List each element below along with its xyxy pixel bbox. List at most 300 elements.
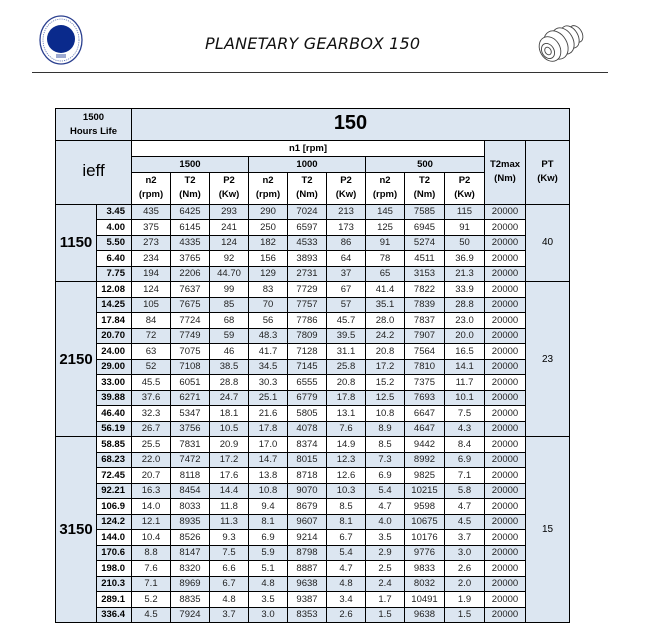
subheader-n2	[132, 172, 171, 204]
value-cell: 56	[249, 313, 288, 329]
value-cell: 5.4	[327, 545, 366, 561]
value-cell: 182	[249, 235, 288, 251]
subheader-unit: (rpm)	[138, 189, 164, 200]
value-cell: 9442	[405, 437, 445, 453]
t2max-cell: 20000	[485, 344, 526, 360]
ieff-cell: 17.84	[97, 313, 132, 329]
value-cell: 4335	[171, 235, 210, 251]
value-cell: 13.8	[249, 468, 288, 484]
value-cell: 7128	[288, 344, 327, 360]
table-row	[56, 220, 570, 236]
gearbox-spec-table	[55, 108, 570, 623]
value-cell: 125	[366, 220, 405, 236]
value-cell: 9.3	[210, 530, 249, 546]
value-cell: 15.2	[366, 375, 405, 391]
t2max-cell: 20000	[485, 406, 526, 422]
value-cell: 9638	[288, 576, 327, 592]
value-cell: 10.3	[327, 483, 366, 499]
value-cell: 41.7	[249, 344, 288, 360]
t2max-cell: 20000	[485, 220, 526, 236]
subheader-unit: (Kw)	[335, 189, 357, 200]
value-cell: 129	[249, 266, 288, 282]
n1-header: n1 [rpm]	[132, 141, 485, 157]
ieff-cell: 198.0	[97, 561, 132, 577]
value-cell: 6647	[405, 406, 445, 422]
value-cell: 25.8	[327, 359, 366, 375]
t2max-cell: 20000	[485, 514, 526, 530]
t2max-cell: 20000	[485, 328, 526, 344]
value-cell: 20.7	[132, 468, 171, 484]
value-cell: 7585	[405, 204, 445, 220]
ieff-cell: 144.0	[97, 530, 132, 546]
pt-label: PT	[541, 159, 554, 171]
value-cell: 25.5	[132, 437, 171, 453]
value-cell: 7.3	[366, 452, 405, 468]
value-cell: 16.5	[445, 344, 485, 360]
value-cell: 9.4	[249, 499, 288, 515]
value-cell: 14.7	[249, 452, 288, 468]
value-cell: 68	[210, 313, 249, 329]
value-cell: 52	[132, 359, 171, 375]
ieff-cell: 5.50	[97, 235, 132, 251]
value-cell: 2.4	[366, 576, 405, 592]
value-cell: 63	[132, 344, 171, 360]
group-label: 3150	[56, 437, 97, 623]
value-cell: 65	[366, 266, 405, 282]
t2max-cell: 20000	[485, 483, 526, 499]
value-cell: 5347	[171, 406, 210, 422]
value-cell: 10491	[405, 592, 445, 608]
t2max-cell: 20000	[485, 437, 526, 453]
pt-cell: 23	[526, 282, 570, 437]
subheader-name: P2	[223, 175, 235, 186]
value-cell: 9833	[405, 561, 445, 577]
value-cell: 6.7	[210, 576, 249, 592]
value-cell: 92	[210, 251, 249, 267]
value-cell: 36.9	[445, 251, 485, 267]
value-cell: 6.6	[210, 561, 249, 577]
value-cell: 6271	[171, 390, 210, 406]
value-cell: 4.8	[327, 576, 366, 592]
value-cell: 44.70	[210, 266, 249, 282]
value-cell: 4.7	[366, 499, 405, 515]
value-cell: 7837	[405, 313, 445, 329]
value-cell: 7831	[171, 437, 210, 453]
value-cell: 2731	[288, 266, 327, 282]
value-cell: 2.6	[445, 561, 485, 577]
value-cell: 173	[327, 220, 366, 236]
value-cell: 6051	[171, 375, 210, 391]
value-cell: 45.5	[132, 375, 171, 391]
value-cell: 1.7	[366, 592, 405, 608]
value-cell: 10176	[405, 530, 445, 546]
value-cell: 12.6	[327, 468, 366, 484]
value-cell: 7472	[171, 452, 210, 468]
value-cell: 8.5	[366, 437, 405, 453]
value-cell: 5.2	[132, 592, 171, 608]
value-cell: 64	[327, 251, 366, 267]
t2max-cell: 20000	[485, 468, 526, 484]
speed-header-500: 500	[366, 156, 485, 172]
subheader-name: T2	[301, 175, 313, 186]
value-cell: 67	[327, 282, 366, 298]
value-cell: 7564	[405, 344, 445, 360]
life-value: 1500	[82, 111, 105, 123]
value-cell: 11.7	[445, 375, 485, 391]
value-cell: 57	[327, 297, 366, 313]
subheader-name: T2	[184, 175, 196, 186]
value-cell: 7924	[171, 607, 210, 623]
value-cell: 6597	[288, 220, 327, 236]
value-cell: 8.5	[327, 499, 366, 515]
t2max-cell: 20000	[485, 561, 526, 577]
value-cell: 7375	[405, 375, 445, 391]
value-cell: 7757	[288, 297, 327, 313]
value-cell: 25.1	[249, 390, 288, 406]
value-cell: 10.8	[366, 406, 405, 422]
value-cell: 45.7	[327, 313, 366, 329]
table-row	[56, 592, 570, 608]
subheader-p2	[445, 172, 485, 204]
value-cell: 7145	[288, 359, 327, 375]
value-cell: 8887	[288, 561, 327, 577]
value-cell: 4078	[288, 421, 327, 437]
ieff-cell: 210.3	[97, 576, 132, 592]
value-cell: 24.7	[210, 390, 249, 406]
subheader-name: n2	[379, 175, 391, 186]
t2max-cell: 20000	[485, 421, 526, 437]
t2max-cell: 20000	[485, 282, 526, 298]
value-cell: 39.5	[327, 328, 366, 344]
value-cell: 8032	[405, 576, 445, 592]
speed-header-1000: 1000	[249, 156, 366, 172]
value-cell: 10.8	[249, 483, 288, 499]
ieff-cell: 46.40	[97, 406, 132, 422]
t2max-cell: 20000	[485, 359, 526, 375]
ieff-cell: 124.2	[97, 514, 132, 530]
value-cell: 37	[327, 266, 366, 282]
value-cell: 12.1	[132, 514, 171, 530]
value-cell: 8.9	[366, 421, 405, 437]
value-cell: 20.8	[327, 375, 366, 391]
table-row	[56, 266, 570, 282]
value-cell: 8526	[171, 530, 210, 546]
ieff-cell: 7.75	[97, 266, 132, 282]
value-cell: 4.0	[366, 514, 405, 530]
value-cell: 3153	[405, 266, 445, 282]
ieff-cell: 6.40	[97, 251, 132, 267]
table-row	[56, 390, 570, 406]
table-row	[56, 251, 570, 267]
value-cell: 7749	[171, 328, 210, 344]
value-cell: 4511	[405, 251, 445, 267]
value-cell: 7.5	[210, 545, 249, 561]
value-cell: 8320	[171, 561, 210, 577]
table-row	[56, 421, 570, 437]
value-cell: 3893	[288, 251, 327, 267]
value-cell: 6.9	[445, 452, 485, 468]
ieff-cell: 39.88	[97, 390, 132, 406]
t2max-cell: 20000	[485, 452, 526, 468]
value-cell: 17.2	[366, 359, 405, 375]
t2max-cell: 20000	[485, 235, 526, 251]
subheader-unit: (Kw)	[218, 189, 240, 200]
value-cell: 2.9	[366, 545, 405, 561]
table-row	[56, 561, 570, 577]
pt-cell: 40	[526, 204, 570, 282]
value-cell: 35.1	[366, 297, 405, 313]
value-cell: 7724	[171, 313, 210, 329]
table-row	[56, 406, 570, 422]
value-cell: 5.9	[249, 545, 288, 561]
value-cell: 3.0	[445, 545, 485, 561]
value-cell: 5805	[288, 406, 327, 422]
value-cell: 2.0	[445, 576, 485, 592]
subheader-p2	[327, 172, 366, 204]
t2max-unit: (Nm)	[494, 173, 516, 185]
value-cell: 8118	[171, 468, 210, 484]
table-row	[56, 530, 570, 546]
value-cell: 9387	[288, 592, 327, 608]
value-cell: 4.5	[132, 607, 171, 623]
value-cell: 7637	[171, 282, 210, 298]
ieff-cell: 106.9	[97, 499, 132, 515]
ieff-cell: 12.08	[97, 282, 132, 298]
value-cell: 124	[132, 282, 171, 298]
t2max-cell: 20000	[485, 266, 526, 282]
value-cell: 84	[132, 313, 171, 329]
header-divider	[32, 72, 608, 73]
table-row	[56, 359, 570, 375]
life-label: Hours Life	[70, 125, 117, 137]
value-cell: 124	[210, 235, 249, 251]
value-cell: 7.6	[327, 421, 366, 437]
value-cell: 17.0	[249, 437, 288, 453]
value-cell: 8147	[171, 545, 210, 561]
ieff-cell: 3.45	[97, 204, 132, 220]
value-cell: 7907	[405, 328, 445, 344]
value-cell: 7809	[288, 328, 327, 344]
value-cell: 85	[210, 297, 249, 313]
value-cell: 145	[366, 204, 405, 220]
value-cell: 8033	[171, 499, 210, 515]
value-cell: 7822	[405, 282, 445, 298]
ieff-cell: 68.23	[97, 452, 132, 468]
value-cell: 8835	[171, 592, 210, 608]
value-cell: 8935	[171, 514, 210, 530]
model-header	[132, 109, 570, 141]
value-cell: 7839	[405, 297, 445, 313]
value-cell: 7693	[405, 390, 445, 406]
value-cell: 3.4	[327, 592, 366, 608]
value-cell: 13.1	[327, 406, 366, 422]
ieff-cell: 24.00	[97, 344, 132, 360]
value-cell: 241	[210, 220, 249, 236]
value-cell: 8718	[288, 468, 327, 484]
table-row	[56, 607, 570, 623]
value-cell: 10.4	[132, 530, 171, 546]
t2max-cell: 20000	[485, 530, 526, 546]
page-header	[0, 0, 672, 80]
value-cell: 7108	[171, 359, 210, 375]
value-cell: 3.7	[445, 530, 485, 546]
value-cell: 10.5	[210, 421, 249, 437]
pt-unit: (Kw)	[537, 173, 558, 185]
value-cell: 17.8	[327, 390, 366, 406]
model-number: 150	[333, 111, 368, 134]
value-cell: 34.5	[249, 359, 288, 375]
value-cell: 3.5	[249, 592, 288, 608]
value-cell: 33.9	[445, 282, 485, 298]
table-row	[56, 282, 570, 298]
value-cell: 6.9	[249, 530, 288, 546]
table-row	[56, 297, 570, 313]
subheader-unit: (Nm)	[296, 189, 318, 200]
value-cell: 7.5	[445, 406, 485, 422]
ieff-cell: 14.25	[97, 297, 132, 313]
table-row	[56, 313, 570, 329]
t2max-cell: 20000	[485, 390, 526, 406]
value-cell: 8679	[288, 499, 327, 515]
t2max-cell: 20000	[485, 375, 526, 391]
value-cell: 8.8	[132, 545, 171, 561]
table-row	[56, 499, 570, 515]
value-cell: 234	[132, 251, 171, 267]
value-cell: 14.4	[210, 483, 249, 499]
ieff-cell: 58.85	[97, 437, 132, 453]
ieff-cell: 56.19	[97, 421, 132, 437]
value-cell: 28.0	[366, 313, 405, 329]
value-cell: 8992	[405, 452, 445, 468]
subheader-unit: (rpm)	[255, 189, 281, 200]
t2max-cell: 20000	[485, 251, 526, 267]
value-cell: 10675	[405, 514, 445, 530]
subheader-unit: (Kw)	[454, 189, 475, 200]
value-cell: 3756	[171, 421, 210, 437]
value-cell: 156	[249, 251, 288, 267]
table-row	[56, 235, 570, 251]
value-cell: 8.1	[327, 514, 366, 530]
subheader-name: P2	[340, 175, 352, 186]
subheader-n2	[366, 172, 405, 204]
value-cell: 8015	[288, 452, 327, 468]
value-cell: 1.9	[445, 592, 485, 608]
value-cell: 7729	[288, 282, 327, 298]
value-cell: 290	[249, 204, 288, 220]
group-label: 2150	[56, 282, 97, 437]
t2max-cell: 20000	[485, 313, 526, 329]
value-cell: 99	[210, 282, 249, 298]
value-cell: 20.9	[210, 437, 249, 453]
value-cell: 7675	[171, 297, 210, 313]
value-cell: 6.9	[366, 468, 405, 484]
value-cell: 14.0	[132, 499, 171, 515]
ieff-label: ieff	[82, 161, 105, 181]
ieff-cell: 336.4	[97, 607, 132, 623]
value-cell: 4.8	[210, 592, 249, 608]
value-cell: 9607	[288, 514, 327, 530]
value-cell: 213	[327, 204, 366, 220]
value-cell: 9776	[405, 545, 445, 561]
value-cell: 8353	[288, 607, 327, 623]
value-cell: 3765	[171, 251, 210, 267]
value-cell: 375	[132, 220, 171, 236]
value-cell: 31.1	[327, 344, 366, 360]
value-cell: 2.6	[327, 607, 366, 623]
value-cell: 8798	[288, 545, 327, 561]
value-cell: 1.5	[366, 607, 405, 623]
value-cell: 91	[366, 235, 405, 251]
value-cell: 11.8	[210, 499, 249, 515]
subheader-n2	[249, 172, 288, 204]
value-cell: 12.3	[327, 452, 366, 468]
ieff-cell: 20.70	[97, 328, 132, 344]
subheader-t2	[171, 172, 210, 204]
group-label: 1150	[56, 204, 97, 282]
value-cell: 9214	[288, 530, 327, 546]
value-cell: 3.5	[366, 530, 405, 546]
value-cell: 7.6	[132, 561, 171, 577]
table-row	[56, 204, 570, 220]
value-cell: 21.3	[445, 266, 485, 282]
table-row	[56, 437, 570, 453]
value-cell: 14.9	[327, 437, 366, 453]
value-cell: 4.7	[327, 561, 366, 577]
table-row	[56, 483, 570, 499]
value-cell: 21.6	[249, 406, 288, 422]
value-cell: 6145	[171, 220, 210, 236]
value-cell: 9070	[288, 483, 327, 499]
value-cell: 86	[327, 235, 366, 251]
subheader-name: P2	[458, 175, 471, 186]
value-cell: 5274	[405, 235, 445, 251]
life-header	[56, 109, 132, 141]
table-row	[56, 468, 570, 484]
value-cell: 70	[249, 297, 288, 313]
value-cell: 9825	[405, 468, 445, 484]
t2max-label: T2max	[489, 159, 521, 171]
value-cell: 115	[445, 204, 485, 220]
ieff-header	[56, 141, 132, 205]
ieff-cell: 289.1	[97, 592, 132, 608]
value-cell: 5.8	[445, 483, 485, 499]
value-cell: 12.5	[366, 390, 405, 406]
value-cell: 83	[249, 282, 288, 298]
value-cell: 72	[132, 328, 171, 344]
value-cell: 105	[132, 297, 171, 313]
ieff-cell: 4.00	[97, 220, 132, 236]
value-cell: 4.5	[445, 514, 485, 530]
value-cell: 28.8	[445, 297, 485, 313]
value-cell: 2.5	[366, 561, 405, 577]
value-cell: 30.3	[249, 375, 288, 391]
value-cell: 78	[366, 251, 405, 267]
value-cell: 7.1	[445, 468, 485, 484]
value-cell: 3.0	[249, 607, 288, 623]
value-cell: 250	[249, 220, 288, 236]
subheader-name: T2	[418, 175, 431, 186]
value-cell: 2206	[171, 266, 210, 282]
subheader-unit: (Nm)	[179, 189, 201, 200]
t2max-cell: 20000	[485, 204, 526, 220]
value-cell: 50	[445, 235, 485, 251]
value-cell: 8969	[171, 576, 210, 592]
table-row	[56, 452, 570, 468]
value-cell: 4533	[288, 235, 327, 251]
value-cell: 17.2	[210, 452, 249, 468]
value-cell: 6.7	[327, 530, 366, 546]
value-cell: 4647	[405, 421, 445, 437]
